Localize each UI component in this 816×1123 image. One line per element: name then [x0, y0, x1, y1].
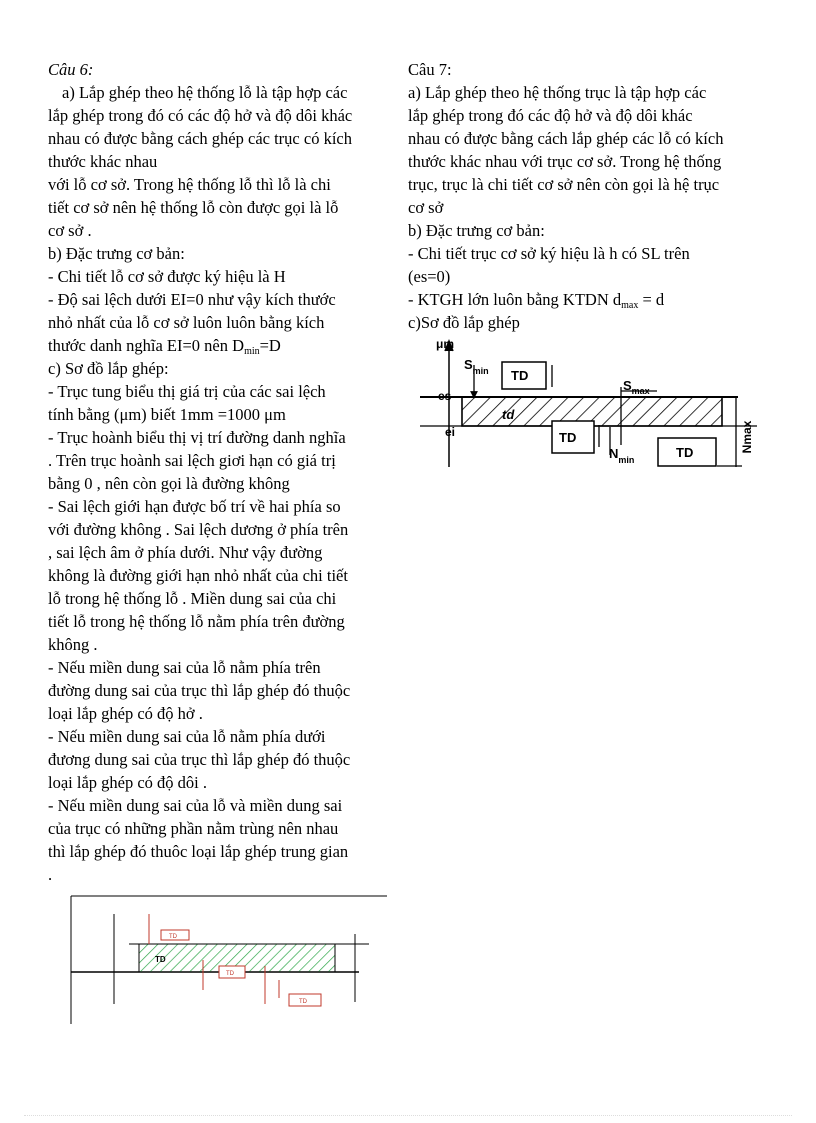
text-line: - Chi tiết trục cơ sở ký hiệu là h có SL trên	[408, 244, 690, 263]
question-6-part-a	[48, 81, 391, 242]
text-line: không .	[48, 635, 98, 654]
question-7-part-c-heading: c)Sơ đồ lắp ghép	[408, 313, 520, 332]
text-line	[48, 334, 391, 357]
text-line: đường dung sai của trục thì lắp ghép đó thuộc	[48, 681, 351, 700]
smin-subscript: min	[472, 366, 489, 376]
question-7-part-b-heading: b) Đặc trưng cơ bản:	[408, 221, 545, 240]
text-line: nhau có được bằng cách ghép các trục có kích	[48, 129, 352, 148]
text-line: - Nếu miền dung sai của lỗ nằm phía dưới	[48, 727, 326, 746]
text-line: nhỏ nhất của lỗ cơ sở luôn luôn bằng kích	[48, 313, 325, 332]
text-fragment: = d	[638, 290, 665, 309]
zone-label: TD	[155, 955, 166, 964]
text-line: với lỗ cơ sở. Trong hệ thống lỗ thì lỗ là chi	[48, 175, 331, 194]
smax-letter: S	[623, 378, 632, 393]
text-line: tiết lỗ trong hệ thống lỗ nằm phía trên đường	[48, 612, 345, 631]
text-fragment: =D	[259, 336, 281, 355]
es-label: es	[438, 389, 452, 403]
text-line	[408, 288, 770, 311]
text-line: đương dung sai của trục thì lắp ghép đó thuộc	[48, 750, 351, 769]
text-line: (es=0)	[408, 267, 451, 286]
question-7-part-a	[408, 81, 770, 219]
left-column	[48, 58, 391, 886]
question-6-part-b-heading: b) Đặc trưng cơ bản:	[48, 244, 185, 263]
text-line: bằng 0 , nên còn gọi là đường không	[48, 474, 290, 493]
box-2-label: TD	[226, 971, 234, 977]
text-line: - Trục hoành biểu thị vị trí đường danh nghĩa	[48, 428, 346, 447]
hole-basis-fit-diagram	[69, 894, 389, 1026]
question-6-part-c-heading: c) Sơ đồ lắp ghép:	[48, 359, 169, 378]
text-line: - Nếu miền dung sai của lỗ nằm phía trên	[48, 658, 321, 677]
nmin-label	[609, 446, 634, 465]
text-line: - Chi tiết lỗ cơ sở được ký hiệu là H	[48, 267, 286, 286]
smax-subscript: max	[631, 386, 650, 396]
box-2-label: TD	[559, 430, 577, 445]
right-column	[408, 58, 770, 334]
text-line: thước khác nhau với trục cơ sở. Trong hệ thống	[408, 152, 722, 171]
text-line: cơ sở	[408, 198, 444, 217]
text-line: , sai lệch âm ở phía dưới. Như vậy đường	[48, 543, 323, 562]
text-line: không là đường giới hạn nhỏ nhất của chi tiết	[48, 566, 348, 585]
text-line: lắp ghép trong đó có các độ hở và độ dôi khác	[48, 106, 353, 125]
text-line: loại lắp ghép có độ dôi .	[48, 773, 208, 792]
subscript: min	[244, 346, 260, 357]
text-line: trục, trục là chi tiết cơ sở nên còn gọi là hệ trục	[408, 175, 720, 194]
text-line: nhau có được bằng cách lắp ghép các lỗ có kích	[408, 129, 724, 148]
text-line: tiết cơ sở nên hệ thống lỗ còn được gọi là lỗ	[48, 198, 339, 217]
text-line: a) Lắp ghép theo hệ thống lỗ là tập hợp các	[62, 83, 348, 102]
shaft-basis-fit-diagram	[412, 335, 772, 475]
text-line: lỗ trong hệ thống lỗ . Miền dung sai của chi	[48, 589, 337, 608]
text-line: thì lắp ghép đó thuôc loại lắp ghép trung gian	[48, 842, 349, 861]
nmin-subscript: min	[618, 455, 635, 465]
question-6-heading: Câu 6:	[48, 60, 94, 79]
text-fragment: - KTGH lớn luôn bằng KTDN d	[408, 290, 622, 309]
box-1-label: TD	[169, 934, 177, 940]
text-line: với đường không . Sai lệch dương ở phía trên	[48, 520, 349, 539]
text-line: - Nếu miền dung sai của lỗ và miền dung sai	[48, 796, 343, 815]
box-3-label: TD	[299, 999, 307, 1005]
subscript: max	[621, 300, 639, 311]
text-fragment: thước danh nghĩa EI=0 nên D	[48, 336, 245, 355]
question-6-part-c	[48, 380, 391, 886]
text-line: - Sai lệch giới hạn được bố trí về hai phía so	[48, 497, 341, 516]
smin-letter: S	[464, 357, 473, 372]
smin-label	[464, 357, 489, 376]
shaft-label: td	[502, 407, 515, 422]
text-line: .	[48, 865, 53, 884]
text-line: - Độ sai lệch dưới EI=0 như vậy kích thước	[48, 290, 336, 309]
box-3-label: TD	[676, 445, 694, 460]
text-line: a) Lắp ghép theo hệ thống trục là tập hợp các	[408, 83, 707, 102]
ei-label: ei	[445, 425, 456, 439]
smax-label	[623, 378, 650, 396]
page-bottom-rule	[24, 1115, 792, 1116]
text-line: - Trục tung biểu thị giá trị của các sai lệch	[48, 382, 326, 401]
text-line: loại lắp ghép có độ hở .	[48, 704, 203, 723]
nmin-letter: N	[609, 446, 619, 461]
text-line: cơ sở .	[48, 221, 92, 240]
box-1-label: TD	[511, 368, 529, 383]
text-line: lắp ghép trong đó các độ hở và độ dôi khác	[408, 106, 693, 125]
nmax-label: Nmax	[740, 420, 754, 454]
question-7-part-b	[408, 242, 770, 288]
text-line: thước khác nhau	[48, 152, 158, 171]
question-7-heading: Câu 7:	[408, 60, 452, 79]
text-line: của trục có những phần nằm trùng nên nhau	[48, 819, 339, 838]
text-line: tính bằng (μm) biết 1mm =1000 μm	[48, 405, 286, 424]
axis-unit-label: μm	[436, 337, 455, 351]
text-line: . Trên trục hoành sai lệch giơi hạn có giá trị	[48, 451, 336, 470]
